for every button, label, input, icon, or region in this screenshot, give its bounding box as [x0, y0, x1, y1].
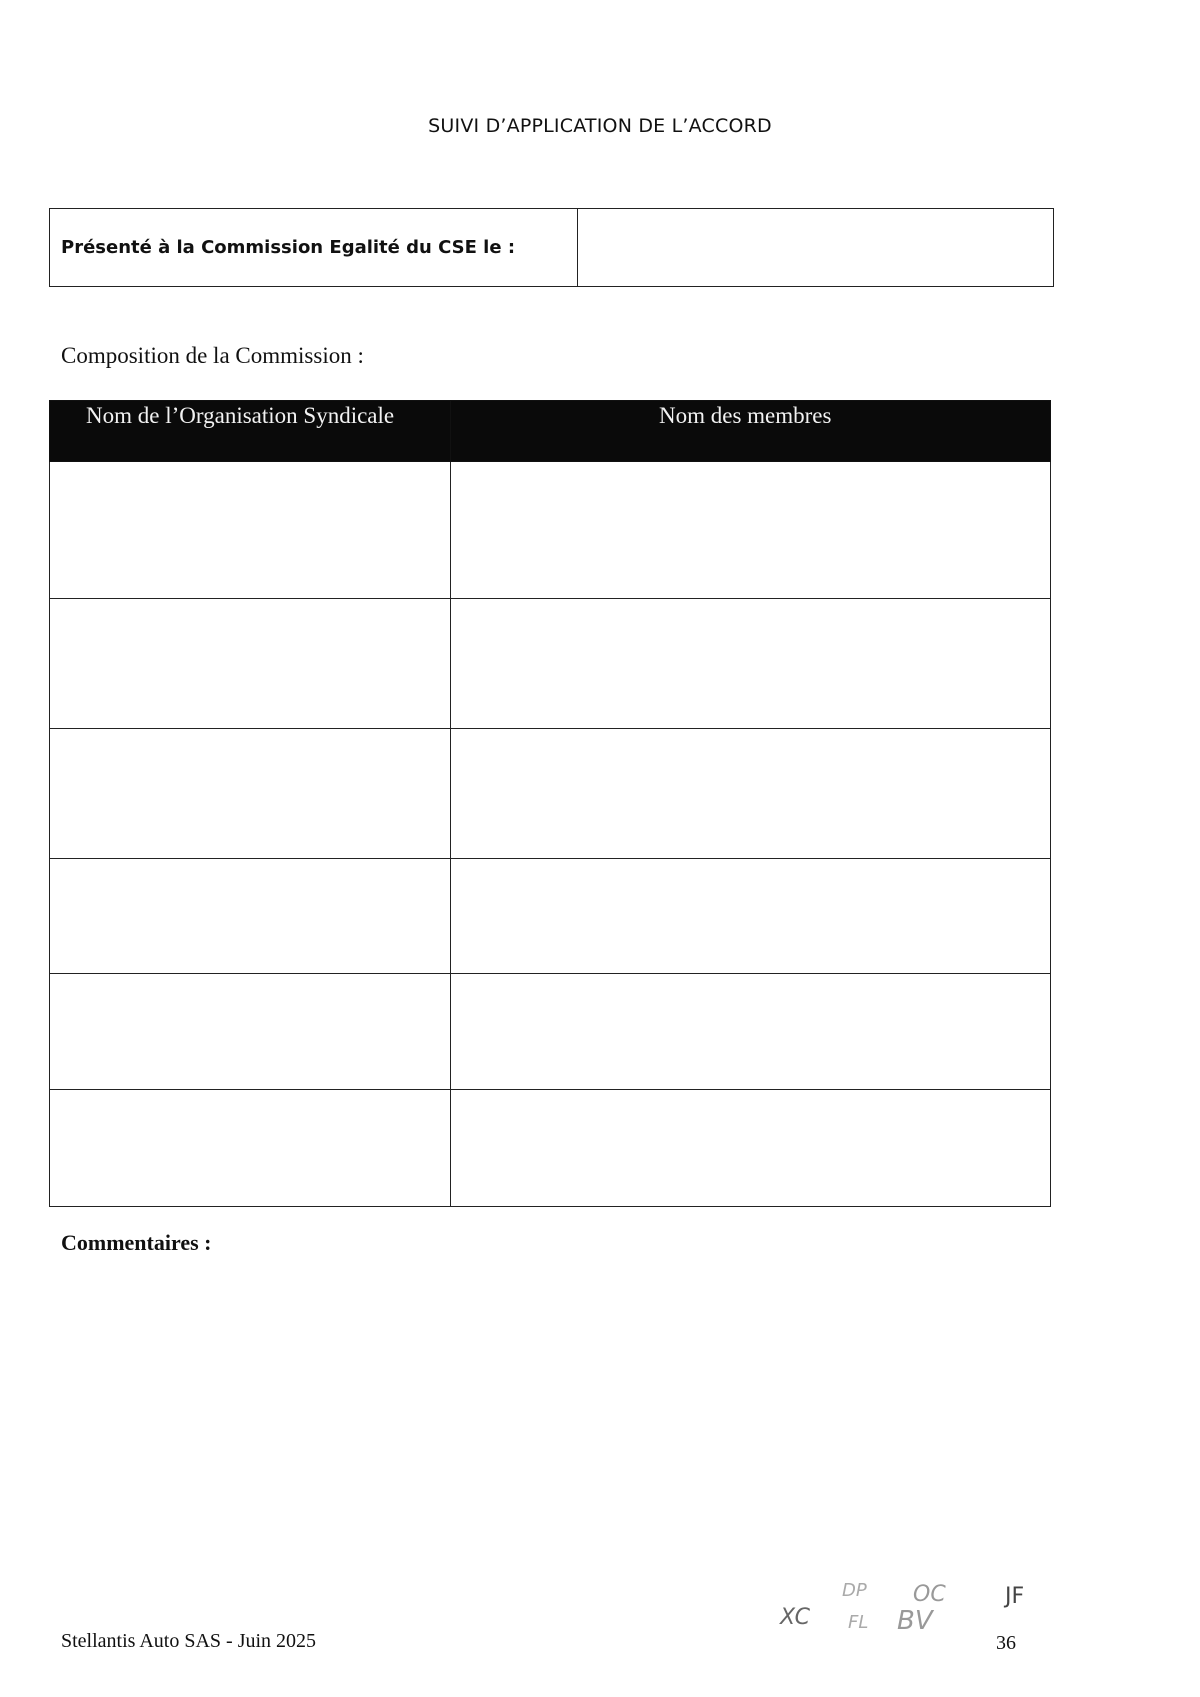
member-names-cell[interactable]	[451, 599, 1051, 729]
table-row	[50, 462, 1051, 599]
footer-company-date: Stellantis Auto SAS - Juin 2025	[61, 1630, 317, 1652]
handwritten-initials: XC	[780, 1605, 811, 1630]
union-name-cell[interactable]	[50, 599, 451, 729]
member-names-cell[interactable]	[451, 974, 1051, 1090]
table-header-row	[50, 401, 1051, 462]
header-member-names: Nom des membres	[451, 401, 1051, 462]
table-row	[50, 1090, 1051, 1207]
composition-label: Composition de la Commission :	[61, 343, 364, 368]
presentation-date-table	[49, 208, 1054, 287]
member-names-cell[interactable]	[451, 1090, 1051, 1207]
union-name-cell[interactable]	[50, 1090, 451, 1207]
commission-members-table	[49, 400, 1051, 1207]
table-row	[50, 974, 1051, 1090]
page-title: SUIVI D’APPLICATION DE L’ACCORD	[428, 115, 772, 137]
handwritten-initials: FL	[848, 1612, 869, 1633]
handwritten-initials: JF	[1005, 1584, 1025, 1609]
presentation-date-field[interactable]	[578, 209, 1053, 286]
page-number: 36	[996, 1632, 1016, 1654]
presentation-date-label: Présenté à la Commission Egalité du CSE le :	[50, 209, 578, 286]
member-names-cell[interactable]	[451, 859, 1051, 974]
handwritten-initials: OC	[913, 1582, 946, 1607]
union-name-cell[interactable]	[50, 859, 451, 974]
member-names-cell[interactable]	[451, 462, 1051, 599]
comments-label: Commentaires :	[61, 1230, 212, 1255]
header-union-name: Nom de l’Organisation Syndicale	[50, 401, 451, 462]
union-name-cell[interactable]	[50, 462, 451, 599]
union-name-cell[interactable]	[50, 974, 451, 1090]
handwritten-initials: BV	[897, 1606, 933, 1636]
handwritten-initials: DP	[842, 1580, 867, 1601]
union-name-cell[interactable]	[50, 729, 451, 859]
table-row	[50, 859, 1051, 974]
member-names-cell[interactable]	[451, 729, 1051, 859]
table-row	[50, 729, 1051, 859]
table-row	[50, 599, 1051, 729]
